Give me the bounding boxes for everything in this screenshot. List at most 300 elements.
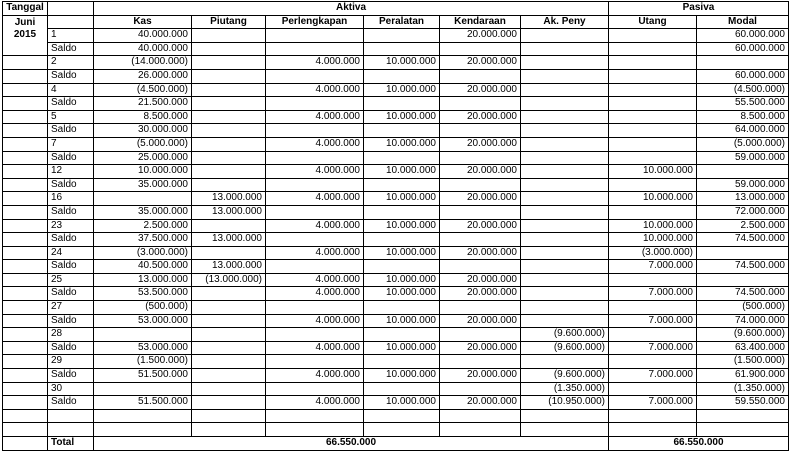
cell-label: 30 [48, 382, 94, 396]
cell-modal: 74.500.000 [697, 233, 789, 247]
cell-utang [609, 124, 697, 138]
table-row [3, 137, 789, 151]
cell-perlengkapan [266, 29, 364, 43]
cell-peralatan: 10.000.000 [364, 219, 440, 233]
cell-modal: 72.000.000 [697, 205, 789, 219]
cell-kas: 35.000.000 [94, 205, 192, 219]
header-ak-peny: Ak. Peny [521, 15, 609, 29]
cell-piutang [192, 137, 266, 151]
cell-modal: 60.000.000 [697, 69, 789, 83]
cell-label [48, 409, 94, 423]
cell-perlengkapan [266, 151, 364, 165]
cell-kendaraan [440, 328, 521, 342]
date-cell [3, 178, 48, 192]
cell-piutang: 13.000.000 [192, 192, 266, 206]
cell-label: 4 [48, 83, 94, 97]
cell-kendaraan [440, 178, 521, 192]
cell-modal: (1.350.000) [697, 382, 789, 396]
cell-kas: 13.000.000 [94, 273, 192, 287]
cell-kendaraan [440, 151, 521, 165]
cell-label: Saldo [48, 69, 94, 83]
table-row [3, 287, 789, 301]
total-row [3, 437, 789, 451]
cell-modal: 61.900.000 [697, 369, 789, 383]
cell-utang [609, 355, 697, 369]
date-cell [3, 97, 48, 111]
date-cell [3, 151, 48, 165]
header-row-columns [3, 15, 789, 29]
header-row-groups [3, 2, 789, 16]
table-row [3, 246, 789, 260]
cell-piutang: (13.000.000) [192, 273, 266, 287]
cell-label: Saldo [48, 287, 94, 301]
cell-kas: 30.000.000 [94, 124, 192, 138]
table-row [3, 219, 789, 233]
cell-ak-peny [521, 56, 609, 70]
cell-piutang: 13.000.000 [192, 233, 266, 247]
cell-kendaraan [440, 301, 521, 315]
cell-piutang [192, 83, 266, 97]
cell-ak-peny [521, 246, 609, 260]
date-cell [3, 124, 48, 138]
cell-kendaraan: 20.000.000 [440, 314, 521, 328]
cell-ak-peny [521, 137, 609, 151]
cell-utang [609, 110, 697, 124]
cell-kas: 2.500.000 [94, 219, 192, 233]
cell-kendaraan [440, 97, 521, 111]
total-pasiva: 66.550.000 [609, 437, 789, 451]
cell-label: Saldo [48, 42, 94, 56]
cell-piutang [192, 341, 266, 355]
cell-kas: 40.500.000 [94, 260, 192, 274]
cell-modal: (1.500.000) [697, 355, 789, 369]
cell-peralatan [364, 69, 440, 83]
cell-kendaraan [440, 260, 521, 274]
cell-ak-peny [521, 314, 609, 328]
header-blank [48, 2, 94, 16]
cell-modal: (9.600.000) [697, 328, 789, 342]
cell-utang [609, 205, 697, 219]
cell-ak-peny [521, 178, 609, 192]
cell-kas: 26.000.000 [94, 69, 192, 83]
cell-utang [609, 328, 697, 342]
cell-ak-peny [521, 409, 609, 423]
cell-modal: (5.000.000) [697, 137, 789, 151]
cell-ak-peny [521, 165, 609, 179]
cell-utang [609, 137, 697, 151]
cell-peralatan: 10.000.000 [364, 192, 440, 206]
date-cell [3, 328, 48, 342]
cell-kendaraan [440, 69, 521, 83]
cell-utang: 10.000.000 [609, 219, 697, 233]
cell-utang: 10.000.000 [609, 233, 697, 247]
cell-perlengkapan [266, 409, 364, 423]
cell-label: 23 [48, 219, 94, 233]
cell-piutang [192, 355, 266, 369]
table-row [3, 382, 789, 396]
cell-kas: 51.500.000 [94, 369, 192, 383]
cell-modal: 55.500.000 [697, 97, 789, 111]
date-cell [3, 260, 48, 274]
table-row [3, 192, 789, 206]
date-cell [3, 192, 48, 206]
cell-label: 27 [48, 301, 94, 315]
cell-kendaraan: 20.000.000 [440, 165, 521, 179]
header-modal: Modal [697, 15, 789, 29]
cell-peralatan: 10.000.000 [364, 246, 440, 260]
cell-kendaraan: 20.000.000 [440, 110, 521, 124]
cell-utang: (3.000.000) [609, 246, 697, 260]
cell-label: 24 [48, 246, 94, 260]
cell-peralatan [364, 178, 440, 192]
date-cell [3, 219, 48, 233]
cell-ak-peny: (9.600.000) [521, 369, 609, 383]
cell-peralatan [364, 409, 440, 423]
cell-utang: 7.000.000 [609, 314, 697, 328]
cell-piutang [192, 409, 266, 423]
cell-peralatan: 10.000.000 [364, 83, 440, 97]
cell-peralatan [364, 423, 440, 437]
date-cell [3, 382, 48, 396]
header-perlengkapan: Perlengkapan [266, 15, 364, 29]
cell-ak-peny [521, 287, 609, 301]
table-row [3, 110, 789, 124]
date-cell [3, 314, 48, 328]
cell-peralatan [364, 124, 440, 138]
cell-perlengkapan: 4.000.000 [266, 369, 364, 383]
cell-perlengkapan: 4.000.000 [266, 246, 364, 260]
cell-kas [94, 192, 192, 206]
cell-kas: 10.000.000 [94, 165, 192, 179]
table-row [3, 273, 789, 287]
cell-kas: 8.500.000 [94, 110, 192, 124]
cell-ak-peny [521, 273, 609, 287]
cell-label: Saldo [48, 369, 94, 383]
cell-peralatan [364, 97, 440, 111]
cell-utang [609, 69, 697, 83]
cell-label: Saldo [48, 341, 94, 355]
cell-modal: 74.500.000 [697, 260, 789, 274]
balance-worksheet [2, 1, 789, 451]
cell-modal: 59.550.000 [697, 396, 789, 410]
cell-label: 2 [48, 56, 94, 70]
header-utang: Utang [609, 15, 697, 29]
cell-label: 7 [48, 137, 94, 151]
cell-kas: (3.000.000) [94, 246, 192, 260]
header-piutang: Piutang [192, 15, 266, 29]
total-date-cell [3, 437, 48, 451]
date-cell [3, 301, 48, 315]
cell-piutang [192, 42, 266, 56]
cell-kendaraan: 20.000.000 [440, 369, 521, 383]
cell-perlengkapan [266, 124, 364, 138]
cell-piutang [192, 165, 266, 179]
date-cell [3, 165, 48, 179]
cell-peralatan: 10.000.000 [364, 314, 440, 328]
header-kendaraan: Kendaraan [440, 15, 521, 29]
cell-utang [609, 178, 697, 192]
cell-piutang [192, 382, 266, 396]
header-peralatan: Peralatan [364, 15, 440, 29]
cell-kendaraan [440, 205, 521, 219]
cell-ak-peny [521, 355, 609, 369]
cell-kas: 37.500.000 [94, 233, 192, 247]
header-kas: Kas [94, 15, 192, 29]
table-row [3, 301, 789, 315]
cell-perlengkapan: 4.000.000 [266, 219, 364, 233]
cell-kendaraan [440, 355, 521, 369]
date-cell [3, 233, 48, 247]
date-cell [3, 56, 48, 70]
cell-ak-peny [521, 219, 609, 233]
cell-label: 12 [48, 165, 94, 179]
cell-label: 29 [48, 355, 94, 369]
cell-ak-peny [521, 29, 609, 43]
cell-label: 5 [48, 110, 94, 124]
cell-kas: 40.000.000 [94, 42, 192, 56]
cell-peralatan: 10.000.000 [364, 110, 440, 124]
cell-piutang [192, 69, 266, 83]
cell-utang [609, 29, 697, 43]
date-cell [3, 83, 48, 97]
cell-perlengkapan [266, 42, 364, 56]
cell-piutang [192, 97, 266, 111]
table-row [3, 423, 789, 437]
cell-kas: (4.500.000) [94, 83, 192, 97]
cell-label: Saldo [48, 151, 94, 165]
total-aktiva: 66.550.000 [94, 437, 609, 451]
cell-kendaraan: 20.000.000 [440, 192, 521, 206]
cell-label: Saldo [48, 178, 94, 192]
cell-kendaraan: 20.000.000 [440, 56, 521, 70]
date-cell [3, 396, 48, 410]
cell-piutang [192, 423, 266, 437]
cell-kas [94, 328, 192, 342]
cell-kendaraan [440, 409, 521, 423]
cell-utang: 7.000.000 [609, 260, 697, 274]
cell-peralatan: 10.000.000 [364, 273, 440, 287]
cell-perlengkapan: 4.000.000 [266, 396, 364, 410]
cell-perlengkapan: 4.000.000 [266, 273, 364, 287]
cell-piutang [192, 56, 266, 70]
table-row [3, 314, 789, 328]
cell-utang [609, 301, 697, 315]
cell-kendaraan: 20.000.000 [440, 246, 521, 260]
header-tanggal: Tanggal [3, 2, 48, 16]
date-cell [3, 341, 48, 355]
cell-peralatan: 10.000.000 [364, 165, 440, 179]
table-row [3, 69, 789, 83]
cell-modal: 60.000.000 [697, 29, 789, 43]
table-row [3, 83, 789, 97]
cell-utang: 7.000.000 [609, 369, 697, 383]
cell-utang [609, 83, 697, 97]
cell-kas: 21.500.000 [94, 97, 192, 111]
cell-ak-peny [521, 110, 609, 124]
cell-peralatan: 10.000.000 [364, 396, 440, 410]
cell-piutang [192, 246, 266, 260]
table-row [3, 178, 789, 192]
cell-modal: 74.500.000 [697, 287, 789, 301]
table-row [3, 124, 789, 138]
cell-label: 28 [48, 328, 94, 342]
date-cell [3, 423, 48, 437]
cell-kendaraan [440, 124, 521, 138]
cell-kas: (500.000) [94, 301, 192, 315]
cell-label: Saldo [48, 314, 94, 328]
cell-peralatan: 10.000.000 [364, 56, 440, 70]
cell-label: 16 [48, 192, 94, 206]
cell-perlengkapan: 4.000.000 [266, 56, 364, 70]
cell-kendaraan: 20.000.000 [440, 273, 521, 287]
month-year-cell [3, 15, 48, 56]
header-aktiva: Aktiva [94, 2, 609, 16]
cell-modal: 8.500.000 [697, 110, 789, 124]
cell-modal: 59.000.000 [697, 151, 789, 165]
cell-piutang [192, 110, 266, 124]
cell-piutang [192, 301, 266, 315]
cell-peralatan: 10.000.000 [364, 369, 440, 383]
table-row [3, 205, 789, 219]
cell-kas [94, 382, 192, 396]
cell-kendaraan: 20.000.000 [440, 341, 521, 355]
cell-kas [94, 409, 192, 423]
cell-piutang [192, 219, 266, 233]
cell-kendaraan: 20.000.000 [440, 219, 521, 233]
cell-modal: 64.000.000 [697, 124, 789, 138]
cell-peralatan [364, 29, 440, 43]
cell-piutang [192, 328, 266, 342]
cell-perlengkapan [266, 178, 364, 192]
cell-kendaraan: 20.000.000 [440, 396, 521, 410]
cell-perlengkapan [266, 355, 364, 369]
cell-utang: 10.000.000 [609, 192, 697, 206]
cell-peralatan [364, 205, 440, 219]
table-row [3, 328, 789, 342]
cell-utang [609, 409, 697, 423]
cell-perlengkapan [266, 97, 364, 111]
cell-kas [94, 423, 192, 437]
cell-label: 1 [48, 29, 94, 43]
total-label: Total [48, 437, 94, 451]
cell-modal: 63.400.000 [697, 341, 789, 355]
cell-kas: (1.500.000) [94, 355, 192, 369]
cell-piutang [192, 178, 266, 192]
cell-utang [609, 273, 697, 287]
cell-modal: 13.000.000 [697, 192, 789, 206]
cell-kas: (14.000.000) [94, 56, 192, 70]
cell-perlengkapan: 4.000.000 [266, 137, 364, 151]
cell-perlengkapan: 4.000.000 [266, 192, 364, 206]
date-cell [3, 409, 48, 423]
cell-ak-peny [521, 192, 609, 206]
table-row [3, 355, 789, 369]
cell-utang [609, 97, 697, 111]
cell-peralatan [364, 151, 440, 165]
cell-kendaraan: 20.000.000 [440, 137, 521, 151]
cell-kendaraan [440, 382, 521, 396]
cell-kas: 53.500.000 [94, 287, 192, 301]
cell-peralatan [364, 328, 440, 342]
table-row [3, 233, 789, 247]
cell-ak-peny: (1.350.000) [521, 382, 609, 396]
cell-ak-peny: (9.600.000) [521, 341, 609, 355]
cell-perlengkapan [266, 69, 364, 83]
cell-kas: 53.000.000 [94, 314, 192, 328]
table-row [3, 97, 789, 111]
cell-ak-peny [521, 97, 609, 111]
cell-perlengkapan: 4.000.000 [266, 287, 364, 301]
cell-ak-peny [521, 124, 609, 138]
cell-label: Saldo [48, 260, 94, 274]
cell-modal: (500.000) [697, 301, 789, 315]
cell-utang [609, 382, 697, 396]
cell-ak-peny [521, 83, 609, 97]
cell-ak-peny [521, 423, 609, 437]
cell-label: 25 [48, 273, 94, 287]
cell-perlengkapan [266, 423, 364, 437]
table-row [3, 56, 789, 70]
cell-kendaraan: 20.000.000 [440, 29, 521, 43]
cell-modal [697, 246, 789, 260]
cell-kendaraan [440, 42, 521, 56]
cell-modal [697, 165, 789, 179]
cell-modal [697, 409, 789, 423]
cell-utang: 10.000.000 [609, 165, 697, 179]
cell-perlengkapan [266, 382, 364, 396]
cell-peralatan [364, 233, 440, 247]
cell-utang [609, 42, 697, 56]
cell-peralatan [364, 260, 440, 274]
cell-perlengkapan [266, 301, 364, 315]
cell-perlengkapan [266, 233, 364, 247]
cell-piutang [192, 29, 266, 43]
table-row [3, 369, 789, 383]
cell-peralatan: 10.000.000 [364, 287, 440, 301]
date-cell [3, 205, 48, 219]
cell-piutang [192, 151, 266, 165]
date-cell [3, 287, 48, 301]
date-cell [3, 110, 48, 124]
table-row [3, 165, 789, 179]
table-row [3, 341, 789, 355]
cell-piutang: 13.000.000 [192, 260, 266, 274]
cell-kas: (5.000.000) [94, 137, 192, 151]
cell-piutang: 13.000.000 [192, 205, 266, 219]
cell-perlengkapan [266, 260, 364, 274]
cell-ak-peny [521, 233, 609, 247]
cell-modal: 60.000.000 [697, 42, 789, 56]
cell-label [48, 423, 94, 437]
cell-kas: 35.000.000 [94, 178, 192, 192]
cell-kendaraan [440, 423, 521, 437]
table-row [3, 151, 789, 165]
cell-label: Saldo [48, 396, 94, 410]
cell-perlengkapan: 4.000.000 [266, 341, 364, 355]
cell-ak-peny: (9.600.000) [521, 328, 609, 342]
header-blank-2 [48, 15, 94, 29]
table-row [3, 409, 789, 423]
cell-utang [609, 423, 697, 437]
cell-modal [697, 56, 789, 70]
date-cell [3, 69, 48, 83]
cell-label: Saldo [48, 97, 94, 111]
cell-peralatan [364, 42, 440, 56]
cell-kendaraan [440, 233, 521, 247]
date-cell [3, 369, 48, 383]
cell-perlengkapan: 4.000.000 [266, 110, 364, 124]
cell-perlengkapan: 4.000.000 [266, 165, 364, 179]
